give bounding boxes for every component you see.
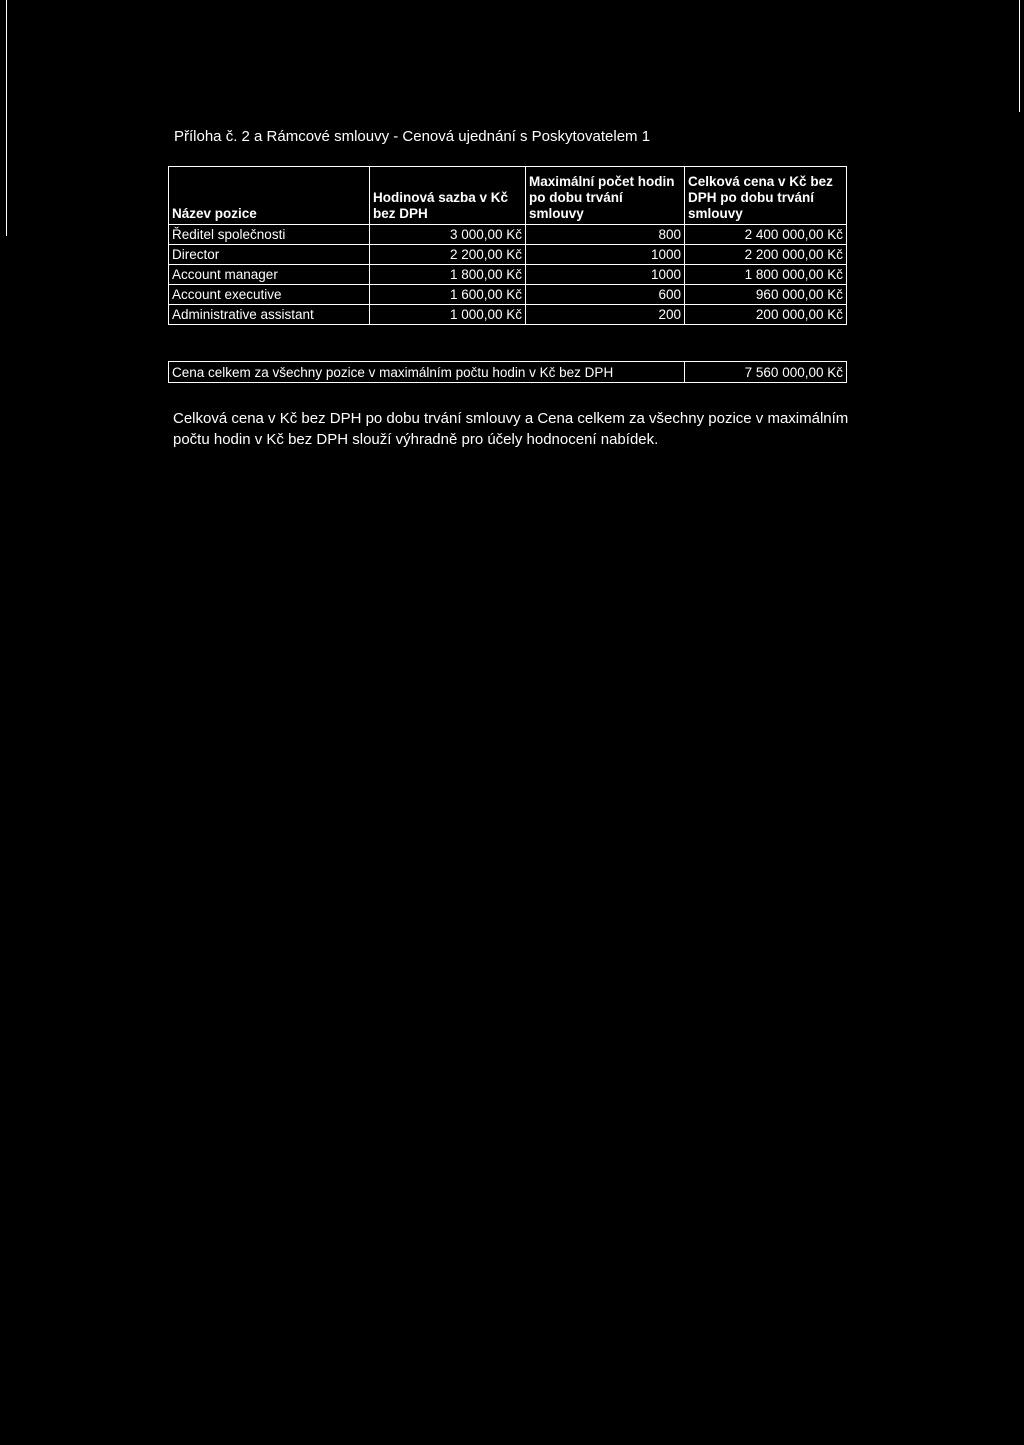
cell-position: Ředitel společnosti <box>169 225 370 245</box>
scan-edge-left <box>6 0 7 236</box>
cell-position: Administrative assistant <box>169 305 370 325</box>
cell-total: 2 200 000,00 Kč <box>685 245 847 265</box>
header-hourly-rate: Hodinová sazba v Kč bez DPH <box>370 167 526 225</box>
table-row <box>169 225 847 245</box>
table-row <box>169 305 847 325</box>
header-max-hours: Maximální počet hodin po dobu trvání smlouvy <box>526 167 685 225</box>
evaluation-note: Celková cena v Kč bez DPH po dobu trvání smlouvy a Cena celkem za všechny pozice v maximálním počtu hodin v Kč bez DPH slouží výhradně pro účely hodnocení nabídek. <box>173 410 849 448</box>
cell-rate: 2 200,00 Kč <box>370 245 526 265</box>
cell-hours: 1000 <box>526 245 685 265</box>
cell-total: 960 000,00 Kč <box>685 285 847 305</box>
cell-hours: 600 <box>526 285 685 305</box>
document-title: Příloha č. 2 a Rámcové smlouvy - Cenová ujednání s Poskytovatelem 1 <box>174 128 651 145</box>
grand-total-value: 7 560 000,00 Kč <box>685 362 847 383</box>
cell-hours: 1000 <box>526 265 685 285</box>
table-header-row <box>169 167 847 225</box>
cell-position: Account manager <box>169 265 370 285</box>
table-row <box>169 285 847 305</box>
price-table <box>168 166 847 325</box>
cell-position: Account executive <box>169 285 370 305</box>
cell-total: 2 400 000,00 Kč <box>685 225 847 245</box>
table-row <box>169 265 847 285</box>
header-position: Název pozice <box>169 167 370 225</box>
cell-total: 1 800 000,00 Kč <box>685 265 847 285</box>
header-total-price: Celková cena v Kč bez DPH po dobu trvání smlouvy <box>685 167 847 225</box>
cell-hours: 800 <box>526 225 685 245</box>
table-row <box>169 245 847 265</box>
grand-total-table <box>168 361 847 383</box>
cell-rate: 3 000,00 Kč <box>370 225 526 245</box>
cell-rate: 1 000,00 Kč <box>370 305 526 325</box>
cell-hours: 200 <box>526 305 685 325</box>
cell-rate: 1 800,00 Kč <box>370 265 526 285</box>
grand-total-row <box>169 362 847 383</box>
grand-total-label: Cena celkem za všechny pozice v maximálním počtu hodin v Kč bez DPH <box>169 362 685 383</box>
scan-edge-right <box>1019 0 1020 112</box>
cell-position: Director <box>169 245 370 265</box>
cell-total: 200 000,00 Kč <box>685 305 847 325</box>
cell-rate: 1 600,00 Kč <box>370 285 526 305</box>
